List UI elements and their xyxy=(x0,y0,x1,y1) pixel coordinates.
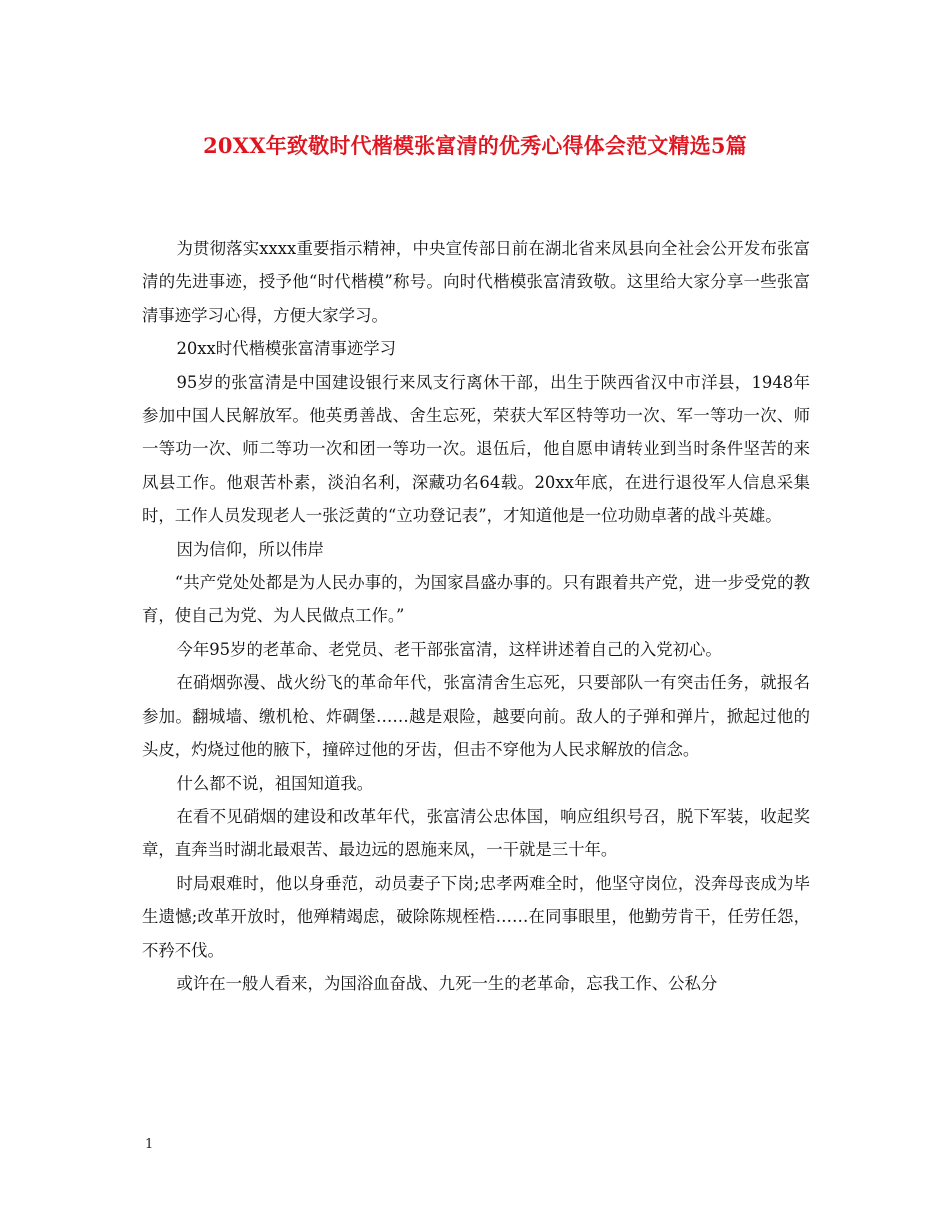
section-heading: 因为信仰，所以伟岸 xyxy=(176,539,324,559)
quote-paragraph: “共产党处处都是为人民办事的，为国家昌盛办事的。只有跟着共产党，进一步受党的教育，使自己为党、为人民做点工作。” xyxy=(142,573,810,626)
document-title: 20XX年致敬时代楷模张富清的优秀心得体会范文精选5篇 xyxy=(203,133,747,158)
paragraph: 什么都不说，祖国知道我。 xyxy=(176,773,374,793)
page-number: 1 xyxy=(145,1137,154,1152)
paragraph: 或许在一般人看来，为国浴血奋战、九死一生的老革命，忘我工作、公私分 xyxy=(176,973,718,993)
paragraph: 为贯彻落实xxxx重要指示精神，中央宣传部日前在湖北省来凤县向全社会公开发布张富清的先进事迹，授予他“时代楷模”称号。向时代楷模张富清致敬。这里给大家分享一些张富清事迹学习心得，方便大家学习。 xyxy=(142,239,810,325)
document-body xyxy=(142,232,810,1000)
paragraph: 今年95岁的老革命、老党员、老干部张富清，这样讲述着自己的入党初心。 xyxy=(176,639,722,659)
paragraph: 在硝烟弥漫、战火纷飞的革命年代，张富清舍生忘死，只要部队一有突击任务，就报名参加。翻城墙、缴机枪、炸碉堡……越是艰险，越要向前。敌人的子弹和弹片，掀起过他的头皮，灼烧过他的腋下，撞碎过他的牙齿，但击不穿他为人民求解放的信念。 xyxy=(142,673,810,760)
paragraph: 时局艰难时，他以身垂范，动员妻子下岗;忠孝两难全时，他坚守岗位，没奔母丧成为毕生遗憾;改革开放时，他殚精竭虑，破除陈规桎梏……在同事眼里，他勤劳肯干，任劳任怨，不矜不伐。 xyxy=(142,873,810,960)
paragraph: 95岁的张富清是中国建设银行来凤支行离休干部，出生于陕西省汉中市洋县，1948年参加中国人民解放军。他英勇善战、舍生忘死，荣获大军区特等功一次、军一等功一次、师一等功一次、师二等功一次和团一等功一次。退伍后，他自愿申请转业到当时条件坚苦的来凤县工作。他艰苦朴素，淡泊名利，深藏功名64载。20xx年底，在进行退役军人信息采集时，工作人员发现老人一张泛黄的“立功登记表”，才知道他是一位功勋卓著的战斗英雄。 xyxy=(142,372,810,526)
section-heading: 20xx时代楷模张富清事迹学习 xyxy=(176,339,397,359)
paragraph: 在看不见硝烟的建设和改革年代，张富清公忠体国，响应组织号召，脱下军装，收起奖章，直奔当时湖北最艰苦、最边远的恩施来凤，一干就是三十年。 xyxy=(142,806,810,860)
